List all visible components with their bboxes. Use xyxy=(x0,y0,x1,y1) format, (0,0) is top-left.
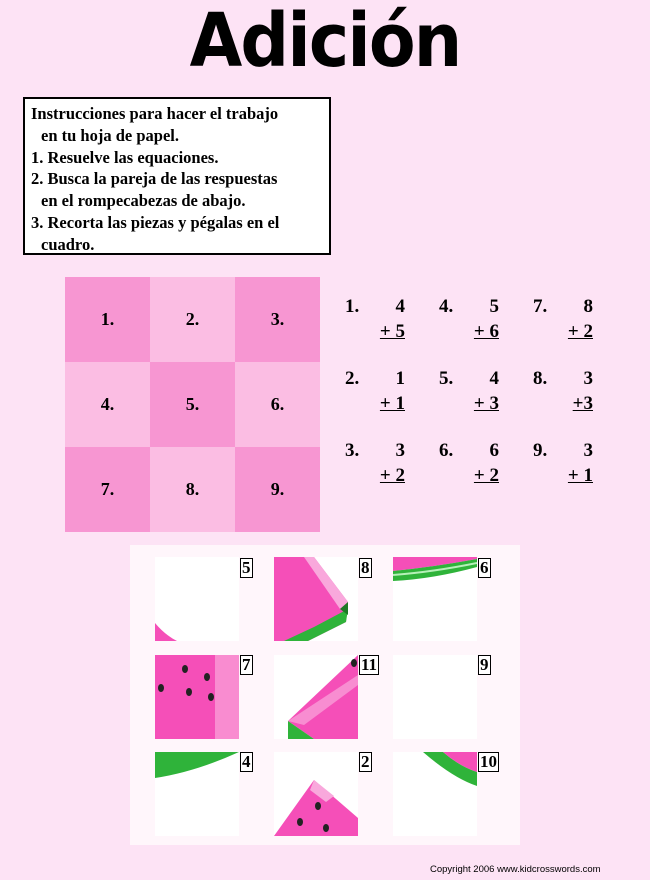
equation xyxy=(439,366,499,416)
equation-addend-plus: + 2 xyxy=(473,465,499,486)
equation-addend: 1 xyxy=(395,368,405,389)
watermelon-piece-image xyxy=(274,557,358,641)
piece-number: 6 xyxy=(480,558,489,577)
piece-number: 2 xyxy=(361,752,370,771)
puzzle-piece[interactable] xyxy=(155,655,239,739)
equation-number: 5. xyxy=(439,368,454,389)
instructions-line: 2. Busca la pareja de las respuestas xyxy=(31,169,278,189)
watermelon-piece-image xyxy=(155,752,239,836)
equation-number: 7. xyxy=(533,296,548,317)
grid-cell[interactable]: 6. xyxy=(235,362,320,447)
watermelon-piece-image xyxy=(393,752,477,836)
equation-number: 8. xyxy=(533,368,548,389)
instructions-line: Instrucciones para hacer el trabajo xyxy=(31,104,279,123)
equation-number: 3. xyxy=(345,440,360,461)
puzzle-piece[interactable] xyxy=(393,752,477,836)
equation xyxy=(533,366,593,416)
equation xyxy=(533,294,593,344)
equation-addend: 8 xyxy=(583,296,593,317)
watermelon-piece-image xyxy=(393,655,477,739)
equation-addend-plus: + 6 xyxy=(473,321,499,342)
instructions-line: en el rompecabezas de abajo. xyxy=(41,191,246,211)
answer-grid xyxy=(65,277,320,532)
equation-addend: 5 xyxy=(489,296,499,317)
equation-addend: 4 xyxy=(395,296,405,317)
equation-addend-plus: + 1 xyxy=(379,393,405,414)
equation-addend-plus: + 2 xyxy=(379,465,405,486)
grid-cell[interactable]: 2. xyxy=(150,277,235,362)
equation-addend: 6 xyxy=(489,440,499,461)
watermelon-piece-image xyxy=(274,752,358,836)
watermelon-piece-image xyxy=(155,557,239,641)
equation-addend-plus: + 3 xyxy=(473,393,499,414)
equation-addend: 4 xyxy=(489,368,499,389)
equation-addend: 3 xyxy=(583,368,593,389)
grid-cell[interactable]: 5. xyxy=(150,362,235,447)
piece-number: 7 xyxy=(242,655,251,674)
equation-number: 6. xyxy=(439,440,454,461)
instructions-line: 1. Resuelve las equaciones. xyxy=(31,147,219,167)
piece-number: 9 xyxy=(480,655,489,674)
puzzle-piece[interactable] xyxy=(155,752,239,836)
piece-number: 11 xyxy=(361,655,378,674)
equation-number: 9. xyxy=(533,440,548,461)
equation-addend-plus: +3 xyxy=(572,393,593,414)
equation-addend: 3 xyxy=(395,440,405,461)
puzzle-piece[interactable] xyxy=(393,557,477,641)
equation xyxy=(533,438,593,488)
piece-number: 10 xyxy=(480,752,497,771)
equation xyxy=(439,294,499,344)
piece-number: 5 xyxy=(242,558,251,577)
puzzle-piece[interactable] xyxy=(274,752,358,836)
equation-number: 4. xyxy=(439,296,454,317)
equation-number: 1. xyxy=(345,296,360,317)
equation-addend: 3 xyxy=(583,440,593,461)
piece-number: 4 xyxy=(242,752,251,771)
puzzle-piece[interactable] xyxy=(155,557,239,641)
instructions-line: cuadro. xyxy=(41,234,95,254)
equation-number: 2. xyxy=(345,368,360,389)
grid-cell[interactable]: 9. xyxy=(235,447,320,532)
watermelon-piece-image xyxy=(393,557,477,641)
copyright: Copyright 2006 www.kidcrosswords.com xyxy=(430,864,601,875)
equation xyxy=(439,438,499,488)
puzzle-piece[interactable] xyxy=(274,655,358,739)
grid-cell[interactable]: 4. xyxy=(65,362,150,447)
puzzle-piece[interactable] xyxy=(393,655,477,739)
watermelon-piece-image xyxy=(155,655,239,739)
instructions-box xyxy=(23,97,331,255)
equation-addend-plus: + 1 xyxy=(567,465,593,486)
grid-cell[interactable]: 7. xyxy=(65,447,150,532)
equation xyxy=(345,438,405,488)
watermelon-piece-image xyxy=(274,655,358,739)
instructions-line: 3. Recorta las piezas y pégalas en el xyxy=(31,212,280,232)
grid-cell[interactable]: 3. xyxy=(235,277,320,362)
instructions-line: en tu hoja de papel. xyxy=(41,125,179,145)
equation xyxy=(345,294,405,344)
grid-cell[interactable]: 8. xyxy=(150,447,235,532)
page-title: Adición xyxy=(189,0,461,84)
piece-number: 8 xyxy=(361,558,370,577)
grid-cell[interactable]: 1. xyxy=(65,277,150,362)
equation-addend-plus: + 2 xyxy=(567,321,593,342)
puzzle-piece[interactable] xyxy=(274,557,358,641)
equation xyxy=(345,366,405,416)
equation-addend-plus: + 5 xyxy=(379,321,405,342)
